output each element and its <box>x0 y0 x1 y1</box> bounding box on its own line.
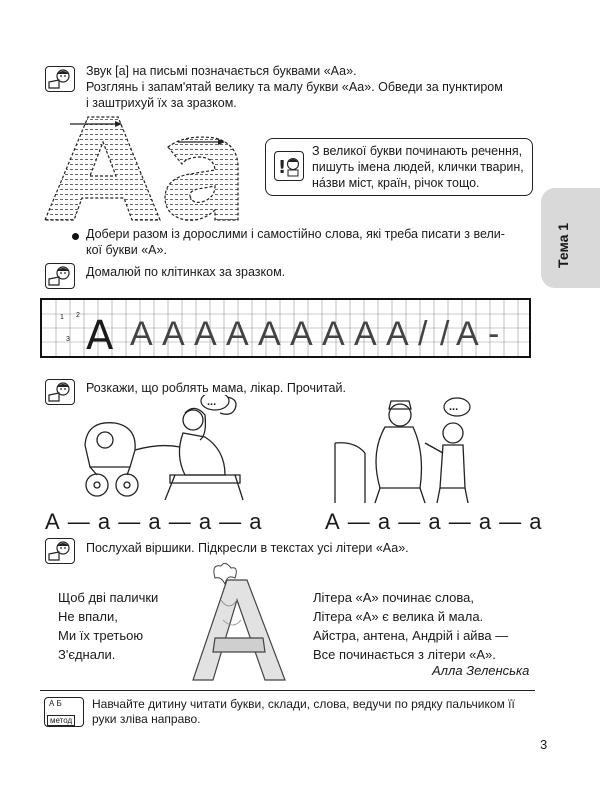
poem-author: Алла Зеленська <box>432 663 530 678</box>
speech-bubble-text: ... <box>207 396 217 408</box>
stroke-number-2: 2 <box>76 312 80 319</box>
boy-reading-icon <box>45 66 75 92</box>
writing-practice-strip <box>40 298 531 358</box>
section1-line3: і заштрихуй їх за зразком. <box>86 96 237 110</box>
exclamation-icon <box>274 151 304 181</box>
boy-reading-icon <box>45 538 75 564</box>
poem-left <box>58 588 158 664</box>
mother-stroller-illustration <box>75 395 245 503</box>
section1-line1: Звук [а] на письмі позначається буквами «Аа». <box>86 64 357 78</box>
bullet-dot <box>72 233 79 240</box>
bullet-task-line1: Добери разом із дорослими і самостійно слова, які треба писати з вели- <box>86 227 505 241</box>
sequence-left: А — а — а — а — а <box>45 509 263 534</box>
capital-letter-rule-box <box>265 138 533 196</box>
method-label: метод <box>47 715 75 726</box>
poem-right-line: Літера «А» починає слова, <box>313 590 475 605</box>
doctor-patient-illustration <box>325 393 490 505</box>
topic-tab-label: Тема 1 <box>555 222 571 268</box>
method-note: Навчайте дитину читати букви, склади, слова, ведучи по рядку пальчиком її руки зліва направо. <box>92 697 515 726</box>
boy-reading-icon <box>45 379 75 405</box>
poem-left-line: З'єднали. <box>58 647 116 662</box>
rule-line1: З великої букви починають речення, <box>312 144 523 158</box>
boy-reading-icon <box>45 263 75 289</box>
dotted-letter: А <box>226 315 249 353</box>
sample-letter: А <box>86 313 114 359</box>
letter-aa-hatched-illustration <box>40 112 250 224</box>
speech-bubble-text: ... <box>449 401 459 413</box>
dotted-letter: А <box>386 315 409 353</box>
poem-left-line: Щоб дві палички <box>58 590 159 605</box>
dotted-letter: А <box>162 315 185 353</box>
dotted-letter: А <box>130 315 153 353</box>
rule-line3: на́зви міст, країн, річок тощо. <box>312 176 480 190</box>
svg-text:!: ! <box>278 157 287 178</box>
rule-line2: пишуть імена людей, клички тварин, <box>312 160 524 174</box>
dotted-letter: А <box>322 315 345 353</box>
dotted-letter: А <box>456 315 479 353</box>
page-number: 3 <box>540 737 548 752</box>
poem-right-line: Все починається з літери «А». <box>313 647 496 662</box>
dotted-letter: А <box>290 315 313 353</box>
partial-letter: / <box>418 315 428 353</box>
stroke-number-1: 1 <box>60 314 64 321</box>
dash-mark: - <box>488 315 500 353</box>
divider <box>40 690 535 691</box>
sequence-right: А — а — а — а — а <box>325 509 543 534</box>
poem-right-line: Айстра, антена, Андрій і айва — <box>313 628 509 643</box>
section1-line2: Розглянь і запам'ятай велику та малу букви «Аа». Обведи за пунктиром <box>86 80 503 94</box>
partial-letter: / <box>440 315 450 353</box>
section4-text: Послухай віршики. Підкресли в текстах усі літери «Аа». <box>86 541 409 555</box>
section2-text: Домалюй по клітинках за зразком. <box>86 265 286 279</box>
poem-right <box>313 588 508 664</box>
dotted-letter: А <box>354 315 377 353</box>
section3-text: Розкажи, що роблять мама, лікар. Прочитай. <box>86 381 346 395</box>
poem-left-line: Ми їх третьою <box>58 628 144 643</box>
dotted-letter: А <box>258 315 281 353</box>
stroke-number-3: 3 <box>66 336 70 343</box>
topic-tab <box>541 188 600 288</box>
bullet-task-line2: кої букви «А». <box>86 243 167 257</box>
teacher-board-icon <box>44 697 84 727</box>
wooden-letter-a-illustration <box>185 560 295 685</box>
poem-right-line: Літера «А» є велика й мала. <box>313 609 484 624</box>
chalkboard-letters: А Б <box>49 699 62 708</box>
poem-left-line: Не впали, <box>58 609 118 624</box>
dotted-letter: А <box>194 315 217 353</box>
